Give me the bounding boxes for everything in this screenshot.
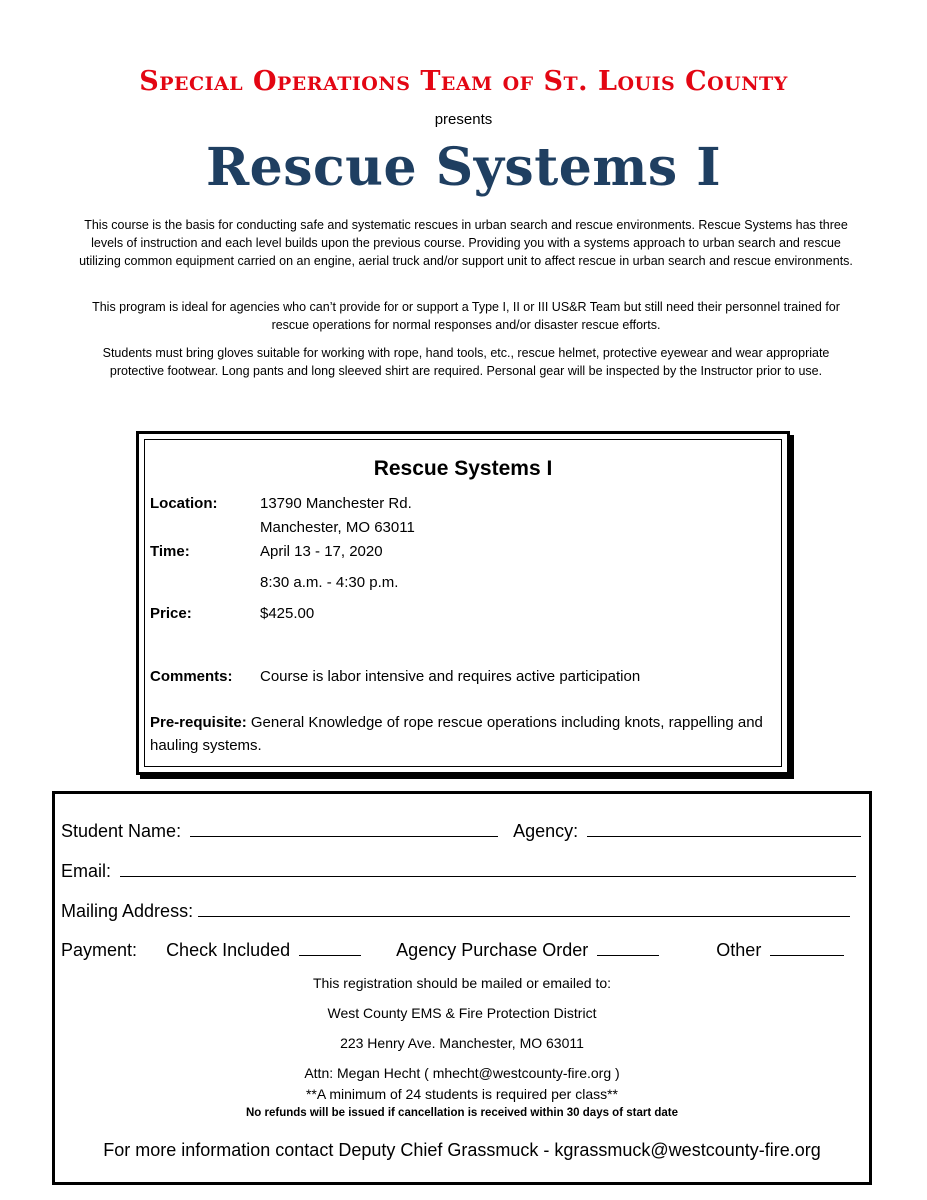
attention-line: Attn: Megan Hecht ( mhecht@westcounty-fire.org ): [304, 1065, 620, 1081]
prerequisite-text: General Knowledge of rope rescue operations including knots, rappelling and hauling systems.: [150, 714, 763, 754]
student-name-label: Student Name:: [61, 821, 182, 841]
course-details-inner-border: [144, 439, 782, 767]
intro-paragraph-3: Students must bring gloves suitable for working with rope, hand tools, etc., rescue helmet, protective eyewear and wear appropriate protective footwear. Long pants and long sleeved shirt are required. Personal gear will be inspected by the Instructor prior to use.: [102, 346, 830, 378]
other-field[interactable]: [770, 937, 844, 956]
student-agency-row: [61, 818, 861, 842]
intro-paragraph-1: This course is the basis for conducting safe and systematic rescues in urban search and rescue environments. Rescue Systems has three levels of instruction and each level builds upon the previous course. Providing you with a systems approach to urban search and rescue utilizing common equipment carried on an engine, aerial truck and/or support unit to affect rescue in urban search and rescue environments.: [79, 218, 853, 268]
course-hours: 8:30 a.m. - 4:30 p.m.: [260, 574, 399, 591]
mail-to-text: This registration should be mailed or emailed to:: [312, 975, 612, 991]
location-label: Location:: [150, 495, 218, 512]
district-name: West County EMS & Fire Protection District: [327, 1005, 597, 1021]
purchase-order-label: Agency Purchase Order: [396, 940, 589, 960]
email-row: [61, 858, 856, 882]
district-address: 223 Henry Ave. Manchester, MO 63011: [340, 1035, 584, 1051]
details-title: Rescue Systems I: [373, 457, 553, 480]
check-included-field[interactable]: [299, 937, 361, 956]
course-title: Rescue Systems I: [205, 137, 722, 198]
refund-policy: No refunds will be issued if cancellation is received within 30 days of start date: [245, 1107, 678, 1119]
organization-title: Special Operations Team of St. Louis County: [139, 66, 788, 97]
check-included-label: Check Included: [166, 940, 291, 960]
email-field[interactable]: [120, 858, 856, 877]
prerequisite-block: [150, 711, 770, 757]
prerequisite-label: Pre-requisite:: [150, 714, 247, 731]
comments-label: Comments:: [150, 668, 233, 685]
price-label: Price:: [150, 605, 192, 622]
agency-field[interactable]: [587, 818, 861, 837]
course-dates: April 13 - 17, 2020: [260, 543, 383, 560]
contact-info: For more information contact Deputy Chief Grassmuck - kgrassmuck@westcounty-fire.org: [103, 1140, 821, 1160]
course-details-box: [136, 431, 790, 775]
minimum-students-note: **A minimum of 24 students is required per class**: [305, 1086, 619, 1102]
registration-form: [52, 791, 872, 1185]
other-label: Other: [716, 940, 762, 960]
price-value: $425.00: [260, 605, 315, 622]
purchase-order-field[interactable]: [597, 937, 659, 956]
payment-label: Payment:: [61, 940, 138, 960]
mailing-address-field[interactable]: [198, 898, 850, 917]
intro-paragraph-2: This program is ideal for agencies who can’t provide for or support a Type I, II or III US&R Team but still need their personnel trained for rescue operations for normal responses and/or disaster rescue efforts.: [92, 300, 840, 332]
time-label: Time:: [150, 543, 190, 560]
student-name-field[interactable]: [190, 818, 498, 837]
comments-text: Course is labor intensive and requires active participation: [260, 668, 641, 685]
mailing-row: [61, 898, 850, 922]
payment-row: [61, 937, 844, 961]
email-label: Email:: [61, 861, 112, 881]
location-line-1: 13790 Manchester Rd.: [260, 495, 412, 512]
mailing-address-label: Mailing Address:: [61, 901, 194, 921]
agency-label: Agency:: [513, 821, 579, 841]
location-line-2: Manchester, MO 63011: [260, 519, 415, 536]
presents-text: presents: [434, 111, 493, 128]
